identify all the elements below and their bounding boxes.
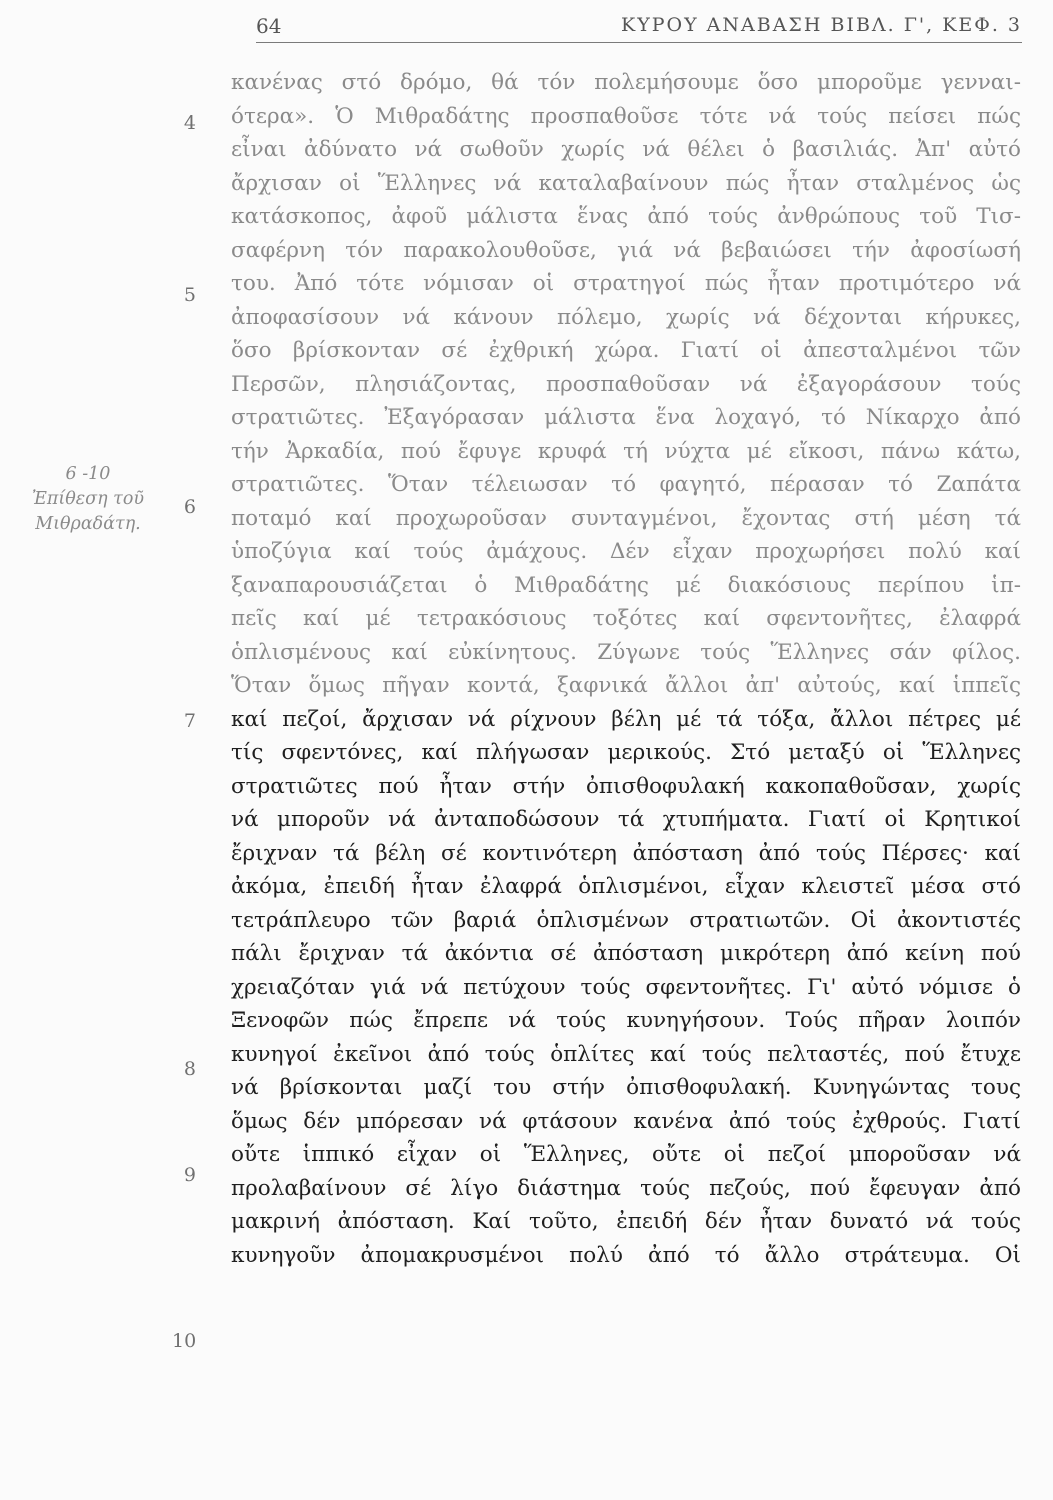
text-line: ὅμως δέν μπόρεσαν νά φτάσουν κανένα ἀπό τούς ἐχθρούς. Γιατί [231, 1108, 1021, 1134]
text-line: οὔτε ἱππικό εἶχαν οἱ Ἕλληνες, οὔτε οἱ πεζοί μποροῦσαν νά [231, 1142, 1021, 1167]
text-line: στρατιῶτες πού ἦταν στήν ὀπισθοφυλακή κακοπαθοῦσαν, χωρίς [231, 773, 1021, 799]
text-line: καί πεζοί, ἄρχισαν νά ρίχνουν βέλη μέ τά τόξα, ἄλλοι πέτρες μέ [231, 706, 1021, 732]
text-line: ἄρχισαν οἱ Ἕλληνες νά καταλαβαίνουν πώς ἦταν σταλμένος ὡς [231, 170, 1021, 196]
text-line: τήν Ἀρκαδία, πού ἔφυγε κρυφά τή νύχτα μέ εἴκοσι, πάνω κάτω, [231, 438, 1021, 464]
running-head: ΚΥΡΟΥ ΑΝΑΒΑΣΗ ΒΙΒΛ. Γ', ΚΕΦ. 3 [621, 14, 1022, 36]
text-line: τετράπλευρο τῶν βαριά ὁπλισμένων στρατιωτῶν. Οἱ ἀκοντιστές [231, 907, 1021, 933]
page-number: 64 [256, 14, 282, 38]
margin-note-title-line: Μιθραδάτη. [35, 514, 141, 534]
text-line: ξαναπαρουσιάζεται ὁ Μιθραδάτης μέ διακόσιους περίπου ἱπ- [231, 572, 1021, 598]
text-line: ὁπλισμένους καί εὐκίνητους. Ζύγωνε τούς Ἕλληνες σάν φίλος. [231, 639, 1021, 665]
text-line: ὅσο βρίσκονταν σέ ἐχθρική χώρα. Γιατί οἱ ἀπεσταλμένοι τῶν [231, 338, 1021, 363]
body-text [231, 66, 1021, 1272]
text-line: Περσῶν, πλησιάζοντας, προσπαθοῦσαν νά ἐξαγοράσουν τούς [231, 371, 1021, 397]
text-line: νά βρίσκονται μαζί του στήν ὀπισθοφυλακή. Κυνηγώντας τους [231, 1075, 1021, 1100]
text-line: πάλι ἔριχναν τά ἀκόντια σέ ἀπόσταση μικρότερη ἀπό κείνη πού [231, 941, 1021, 966]
text-line: χρειαζόταν γιά νά πετύχουν τούς σφεντονῆτες. Γι' αὐτό νόμισε ὁ [231, 974, 1021, 1000]
text-line: εἶναι ἀδύνατο νά σωθοῦν χωρίς νά θέλει ὁ βασιλιάς. Ἀπ' αὐτό [231, 137, 1021, 162]
text-line: Ὅταν ὅμως πῆγαν κοντά, ξαφνικά ἄλλοι ἀπ' αὐτούς, καί ἱππεῖς [231, 673, 1021, 698]
text-line: ότερα». Ὁ Μιθραδάτης προσπαθοῦσε τότε νά τούς πείσει πώς [231, 103, 1021, 129]
section-number-6: 6 [183, 496, 196, 518]
section-number-8: 8 [183, 1058, 196, 1080]
text-line: τίς σφεντόνες, καί πλήγωσαν μερικούς. Στό μεταξύ οἱ Ἕλληνες [231, 740, 1021, 765]
text-line: κυνηγοῦν ἀπομακρυσμένοι πολύ ἀπό τό ἄλλο στράτευμα. Οἱ [231, 1242, 1021, 1268]
section-number-5: 5 [183, 284, 196, 306]
text-line: σαφέρνη τόν παρακολουθοῦσε, γιά νά βεβαιώσει τήν ἀφοσίωσή [231, 237, 1021, 263]
text-line: ποταμό καί προχωροῦσαν συνταγμένοι, ἔχοντας στή μέση τά [231, 505, 1021, 531]
text-line: προλαβαίνουν σέ λίγο διάστημα τούς πεζούς, πού ἔφευγαν ἀπό [231, 1175, 1021, 1201]
text-line: στρατιῶτες. Ὅταν τέλειωσαν τό φαγητό, πέρασαν τό Ζαπάτα [231, 472, 1021, 497]
margin-note-range: 6 -10 [65, 464, 111, 484]
text-line: ἀκόμα, ἐπειδή ἦταν ἐλαφρά ὁπλισμένοι, εἶχαν κλειστεῖ μέσα στό [231, 874, 1021, 899]
text-line: κυνηγοί ἐκεῖνοι ἀπό τούς ὁπλίτες καί τούς πελταστές, πού ἔτυχε [231, 1041, 1021, 1067]
text-line: του. Ἀπό τότε νόμισαν οἱ στρατηγοί πώς ἦταν προτιμότερο νά [231, 271, 1021, 296]
text-line: νά μποροῦν νά ἀνταποδώσουν τά χτυπήματα. Γιατί οἱ Κρητικοί [231, 807, 1021, 832]
section-number-10: 10 [172, 1330, 197, 1352]
text-line: πεῖς καί μέ τετρακόσιους τοξότες καί σφεντονῆτες, ἐλαφρά [231, 606, 1021, 631]
text-line: ἔριχναν τά βέλη σέ κοντινότερη ἀπόσταση ἀπό τούς Πέρσες· καί [231, 840, 1021, 866]
section-number-7: 7 [183, 710, 196, 732]
text-line: Ξενοφῶν πώς ἔπρεπε νά τούς κυνηγήσουν. Τούς πῆραν λοιπόν [231, 1008, 1021, 1033]
section-number-4: 4 [183, 112, 196, 134]
text-line: ἀποφασίσουν νά κάνουν πόλεμο, χωρίς νά δέχονται κήρυκες, [231, 304, 1021, 330]
page-header [256, 8, 1022, 43]
text-line: στρατιῶτες. Ἐξαγόρασαν μάλιστα ἕνα λοχαγό, τό Νίκαρχο ἀπό [231, 405, 1021, 430]
text-line: ὑποζύγια καί τούς ἀμάχους. Δέν εἶχαν προχωρήσει πολύ καί [231, 539, 1021, 564]
text-line: κανένας στό δρόμο, θά τόν πολεμήσουμε ὅσο μποροῦμε γενναι- [231, 70, 1021, 95]
text-line: μακρινή ἀπόσταση. Καί τοῦτο, ἐπειδή δέν ἦταν δυνατό νά τούς [231, 1209, 1021, 1234]
section-number-9: 9 [183, 1164, 196, 1186]
margin-note [8, 462, 168, 537]
margin-note-title-line: Ἐπίθεση τοῦ [31, 489, 145, 509]
text-line: κατάσκοπος, ἀφοῦ μάλιστα ἕνας ἀπό τούς ἀνθρώπους τοῦ Τισ- [231, 204, 1021, 229]
